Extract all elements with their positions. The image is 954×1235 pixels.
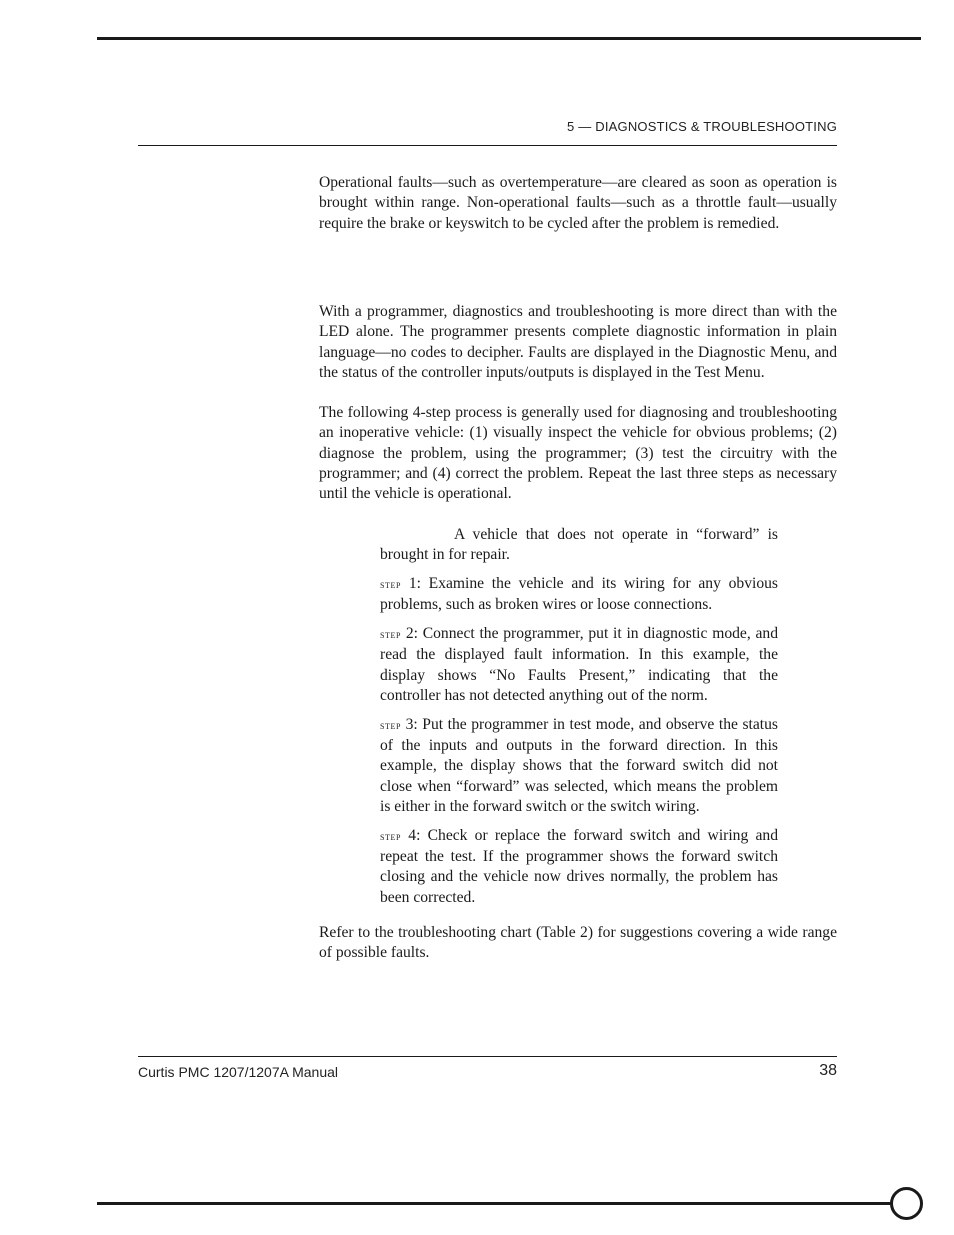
top-border-rule [97, 37, 921, 40]
page-number: 38 [819, 1062, 837, 1079]
step-label: step [380, 579, 402, 592]
step-label: step [380, 830, 402, 843]
footer-divider [138, 1056, 837, 1057]
step-label: step [380, 629, 402, 642]
step-number: 2 [405, 625, 414, 643]
example-step-1 [380, 574, 778, 616]
example-intro: A vehicle that does not operate in “forward” is brought in for repair. [380, 526, 778, 564]
paragraph-fault-clearing: Operational faults—such as overtemperature—are cleared as soon as operation is brought within range. Non-operational faults—such as a throttle fault—usually require the brake or keyswitch to be cycled after the problem is remedied. [319, 174, 837, 232]
step-number: 4 [408, 826, 417, 844]
paragraph-programmer-diagnostics: With a programmer, diagnostics and troubleshooting is more direct than with the LED alone. The programmer presents complete diagnostic information in plain language—no codes to decipher. Faults are displayed in the Diagnostic Menu, and the status of the controller inputs/outputs is displayed in the Test Menu. [319, 303, 837, 381]
step-number: 3 [405, 715, 414, 733]
bottom-border-rule [97, 1202, 897, 1205]
paragraph-four-step-process: The following 4-step process is generally used for diagnosing and troubleshooting an inoperative vehicle: (1) visually inspect the vehicle for obvious problems; (2) diagnose the problem, using the programmer; (3) test the circuitry with the programmer; and (4) correct the problem. Repeat the last three steps as necessary until the vehicle is operational. [319, 404, 837, 503]
example-step-2 [380, 624, 778, 706]
example-block [380, 525, 778, 917]
example-step-4 [380, 826, 778, 908]
step-text: : Examine the vehicle and its wiring for any obvious problems, such as broken wires or loose connections. [380, 575, 778, 614]
step-text: : Put the programmer in test mode, and observe the status of the inputs and outputs in the forward direction. In this example, the display shows that the forward switch did not close when “forward” was selected, which means the problem is either in the forward switch or the switch wiring. [380, 715, 778, 816]
header-divider [138, 145, 837, 146]
step-text: : Check or replace the forward switch and wiring and repeat the test. If the programmer shows the forward switch closing and the vehicle now drives normally, the problem has been corrected. [380, 826, 778, 906]
step-number: 1 [408, 575, 417, 593]
step-text: : Connect the programmer, put it in diagnostic mode, and read the displayed fault information. In this example, the display shows “No Faults Present,” indicating that the controller has not detected anything out of the norm. [380, 625, 779, 705]
example-step-3 [380, 715, 778, 817]
paragraph-troubleshooting-reference: Refer to the troubleshooting chart (Table 2) for suggestions covering a wide range of possible faults. [319, 924, 837, 962]
running-head: 5 — DIAGNOSTICS & TROUBLESHOOTING [566, 119, 837, 134]
footer-manual-title: Curtis PMC 1207/1207A Manual [138, 1064, 338, 1080]
step-label: step [380, 719, 402, 732]
circle-marker-icon [890, 1187, 923, 1220]
